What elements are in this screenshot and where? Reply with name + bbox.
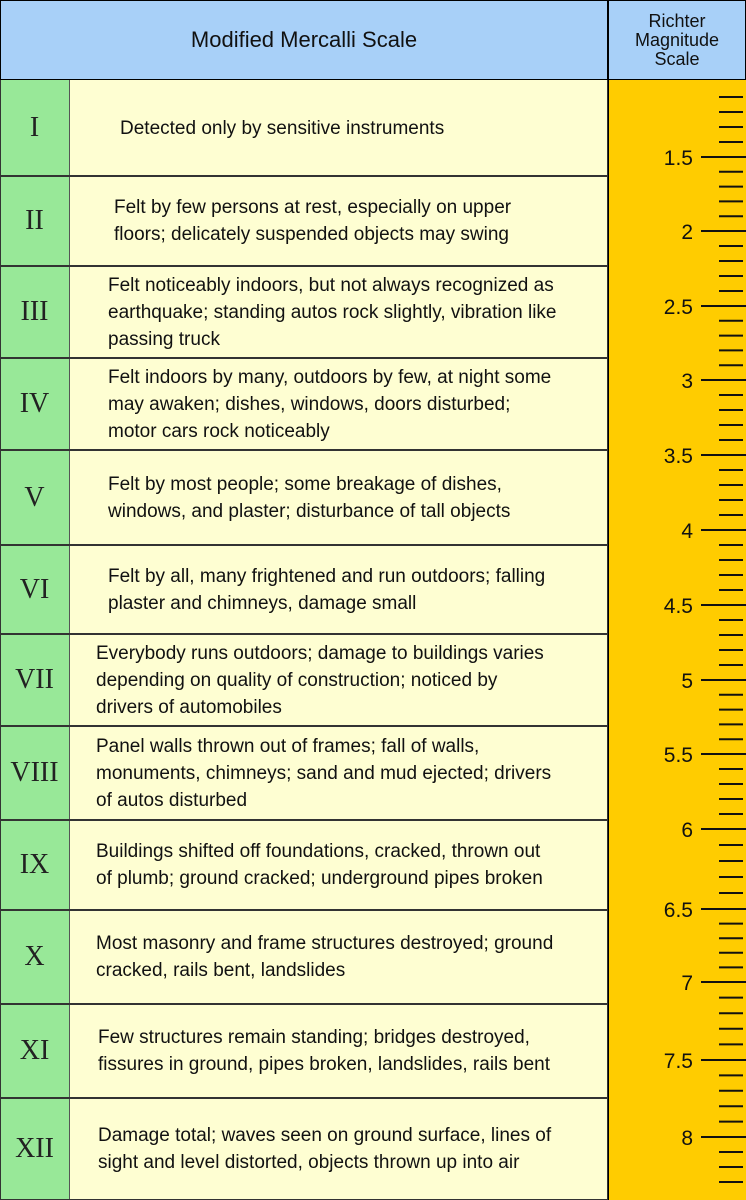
mercalli-description [70,358,608,450]
mercalli-description-text: Felt by few persons at rest, especially on upper floors; delicately suspended objects may swing [114,197,512,245]
mercalli-level: II [0,176,70,266]
mercalli-level: IX [0,820,70,910]
mercalli-row [0,266,608,358]
mercalli-level: V [0,450,70,545]
mercalli-row [0,634,608,726]
richter-ruler [608,80,746,1200]
richter-ruler-svg [609,80,746,1200]
mercalli-description [70,634,608,726]
mercalli-level: IV [0,358,70,450]
mercalli-description-text: Felt indoors by many, outdoors by few, at night some may awaken; dishes, windows, doors disturbed; motor cars rock noticeably [108,366,552,442]
richter-tick-label: 2.5 [663,296,693,319]
mercalli-description [70,910,608,1004]
mercalli-level: III [0,266,70,358]
mercalli-row [0,545,608,634]
mercalli-level: VI [0,545,70,634]
richter-tick-label: 3 [681,370,693,393]
mercalli-row [0,358,608,450]
mercalli-description-text: Few structures remain standing; bridges destroyed, fissures in ground, pipes broken, landslides, rails bent [98,1027,551,1075]
mercalli-description [70,450,608,545]
mercalli-description [70,726,608,820]
mercalli-row [0,450,608,545]
mercalli-description-text: Felt by most people; some breakage of dishes, windows, and plaster; disturbance of tall objects [108,473,511,522]
richter-tick-label: 5.5 [663,744,693,767]
mercalli-description [70,545,608,634]
richter-tick-label: 5 [681,670,693,693]
row-divider [0,819,608,821]
row-divider [0,909,608,911]
mercalli-description [70,80,608,176]
richter-tick-label: 7.5 [663,1050,693,1073]
richter-tick-label: 4.5 [663,595,693,618]
mercalli-description-text: Everybody runs outdoors; damage to buildings varies depending on quality of construction; noticed by drivers of automobiles [96,642,544,718]
mercalli-level: XII [0,1098,70,1200]
row-divider [0,725,608,727]
row-divider [0,1097,608,1099]
richter-header [608,0,746,80]
mercalli-description [70,266,608,358]
mercalli-description-text: Felt by all, many frightened and run outdoors; falling plaster and chimneys, damage small [108,565,546,614]
mercalli-description-text: Damage total; waves seen on ground surface, lines of sight and level distorted, objects thrown up into air [98,1125,552,1173]
mercalli-level: VII [0,634,70,726]
mercalli-row [0,176,608,266]
richter-tick-label: 1.5 [663,147,693,170]
mercalli-level: X [0,910,70,1004]
richter-tick-label: 7 [681,972,693,995]
mercalli-description-text: Buildings shifted off foundations, cracked, thrown out of plumb; ground cracked; underground pipes broken [96,841,543,889]
row-divider [0,449,608,451]
mercalli-description-text: Felt noticeably indoors, but not always recognized as earthquake; standing autos rock slightly, vibration like passing truck [108,274,557,350]
mercalli-level: VIII [0,726,70,820]
mercalli-header: Modified Mercalli Scale [0,0,608,80]
row-divider [0,544,608,546]
richter-tick-label: 6.5 [663,899,693,922]
mercalli-description [70,1004,608,1098]
richter-tick-label: 2 [681,221,693,244]
mercalli-description-text: Most masonry and frame structures destroyed; ground cracked, rails bent, landslides [96,933,554,981]
mercalli-row [0,1004,608,1098]
row-divider [0,357,608,359]
richter-tick-label: 3.5 [663,445,693,468]
mercalli-row [0,820,608,910]
mercalli-description [70,820,608,910]
mercalli-level: I [0,80,70,176]
richter-tick-label: 8 [681,1127,693,1150]
mercalli-row [0,80,608,176]
mercalli-description-text: Panel walls thrown out of frames; fall of walls, monuments, chimneys; sand and mud ejected; drivers of autos disturbed [96,735,552,811]
richter-tick-label: 6 [681,819,693,842]
row-divider [0,265,608,267]
row-divider [0,633,608,635]
row-divider [0,1003,608,1005]
mercalli-description [70,1098,608,1200]
richter-header-label: Richter Magnitude Scale [634,10,720,69]
richter-tick-label: 4 [681,520,693,543]
mercalli-description-text: Detected only by sensitive instruments [120,117,445,139]
mercalli-description [70,176,608,266]
mercalli-row [0,726,608,820]
mercalli-level: XI [0,1004,70,1098]
mercalli-row [0,1098,608,1200]
mercalli-row [0,910,608,1004]
row-divider [0,175,608,177]
